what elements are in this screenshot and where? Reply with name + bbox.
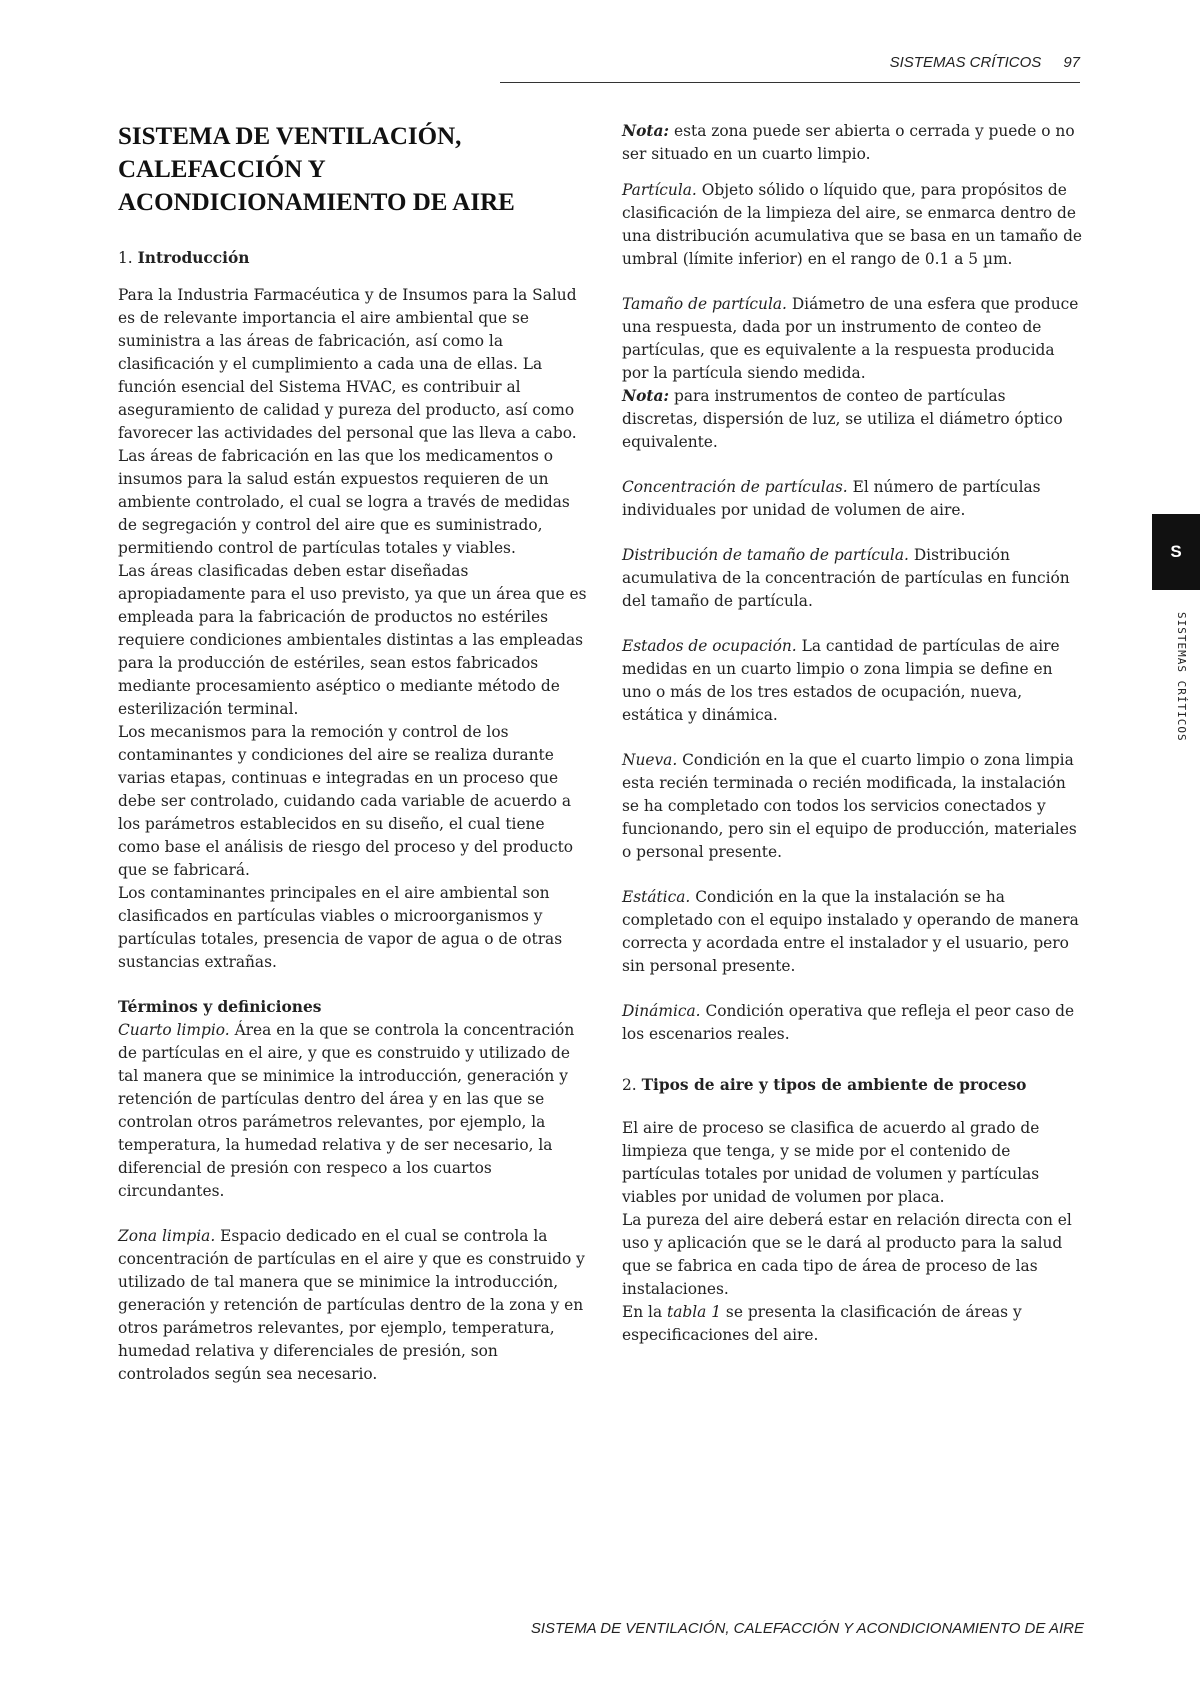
term: Cuarto limpio. bbox=[118, 1021, 230, 1039]
definition-estados-ocupacion bbox=[622, 635, 1084, 727]
section-side-label: SISTEMAS CRÍTICOS bbox=[1175, 612, 1188, 742]
paragraph: Las áreas de fabricación en las que los medicamentos o insumos para la salud están expuestos requieren de un ambiente controlado, el cual se logra a través de medidas de segregación y control del aire que es suministrado, permitiendo control de partículas totales y viables. bbox=[118, 447, 570, 557]
definition-tamano-particula bbox=[622, 293, 1084, 385]
definition-cuarto-limpio bbox=[118, 1019, 588, 1203]
paragraph: Los mecanismos para la remoción y control de los contaminantes y condiciones del aire se realiza durante varias etapas, continuas e integradas en un proceso que debe ser controlado, cuidando cada variable de acuerdo a los parámetros establecidos en su diseño, el cual tiene como base el análisis de riesgo del proceso y del producto que se fabricará. bbox=[118, 723, 574, 879]
term: Nueva. bbox=[622, 751, 678, 769]
text: se presenta la clasificación de áreas y especificaciones del aire. bbox=[622, 1303, 1022, 1344]
term: Tamaño de partícula. bbox=[622, 295, 787, 313]
paragraph bbox=[622, 1301, 1084, 1347]
section-title: Introducción bbox=[137, 249, 250, 267]
title-line-3: ACONDICIONAMIENTO DE AIRE bbox=[118, 189, 515, 216]
definition: Objeto sólido o líquido que, para propósitos de clasificación de la limpieza del aire, se enmarca dentro de una distribución acumulativa que se basa en un tamaño de umbral (límite inferior) en el rango de 0.1 a 5 µm. bbox=[622, 181, 1083, 268]
definition-estatica bbox=[622, 886, 1084, 978]
note-label: Nota: bbox=[622, 387, 670, 405]
header-section: SISTEMAS CRÍTICOS bbox=[889, 54, 1042, 71]
text: En la bbox=[622, 1303, 668, 1321]
page-number: 97 bbox=[1063, 54, 1080, 71]
section-heading-introduccion bbox=[118, 247, 588, 270]
section-number: 1. bbox=[118, 249, 133, 267]
term: Estados de ocupación. bbox=[622, 637, 797, 655]
title-line-2: CALEFACCIÓN Y bbox=[118, 156, 326, 183]
definition-distribucion bbox=[622, 544, 1084, 613]
page-title bbox=[118, 120, 588, 219]
definition-particula bbox=[622, 179, 1084, 271]
term: Dinámica. bbox=[622, 1002, 701, 1020]
definition: La cantidad de partículas de aire medidas en un cuarto limpio o zona limpia se define en uno o más de los tres estados de ocupación, nueva, estática y dinámica. bbox=[622, 637, 1060, 724]
note bbox=[622, 385, 1084, 454]
running-header bbox=[500, 54, 1080, 83]
section-number: 2. bbox=[622, 1076, 637, 1094]
definition-zona-limpia bbox=[118, 1225, 588, 1386]
table-reference: tabla 1 bbox=[667, 1303, 722, 1321]
definition-dinamica bbox=[622, 1000, 1084, 1046]
note-text: esta zona puede ser abierta o cerrada y puede o no ser situado en un cuarto limpio. bbox=[622, 122, 1075, 163]
definition-concentracion bbox=[622, 476, 1084, 522]
note-label: Nota: bbox=[622, 122, 670, 140]
definition-nueva bbox=[622, 749, 1084, 864]
term: Concentración de partículas. bbox=[622, 478, 848, 496]
terms-heading: Términos y definiciones bbox=[118, 998, 322, 1016]
definition: Diámetro de una esfera que produce una respuesta, dada por un instrumento de conteo de partículas, que es equivalente a la respuesta producida por la partícula siendo medida. bbox=[622, 295, 1079, 382]
definition: Condición operativa que refleja el peor caso de los escenarios reales. bbox=[622, 1002, 1075, 1043]
section-heading-tipos-aire bbox=[622, 1074, 1084, 1097]
definition: Distribución acumulativa de la concentración de partículas en función del tamaño de partícula. bbox=[622, 546, 1070, 610]
term: Estática. bbox=[622, 888, 691, 906]
section-tab-letter: S bbox=[1170, 542, 1182, 561]
note bbox=[622, 120, 1084, 166]
title-line-1: SISTEMA DE VENTILACIÓN, bbox=[118, 123, 462, 150]
paragraph: La pureza del aire deberá estar en relación directa con el uso y aplicación que se le dará al producto para la salud que se fabrica en cada tipo de área de proceso de las instalaciones. bbox=[622, 1211, 1072, 1298]
term: Zona limpia. bbox=[118, 1227, 216, 1245]
paragraph: Para la Industria Farmacéutica y de Insumos para la Salud es de relevante importancia el aire ambiental que se suministra a las áreas de fabricación, así como la clasificación y el cumplimiento a cada una de ellas. La función esencial del Sistema HVAC, es contribuir al aseguramiento de calidad y pureza del producto, así como favorecer las actividades del personal que las lleva a cabo. bbox=[118, 286, 577, 442]
section-title: Tipos de aire y tipos de ambiente de proceso bbox=[641, 1076, 1027, 1094]
section-tab bbox=[1152, 514, 1200, 590]
note-text: para instrumentos de conteo de partículas discretas, dispersión de luz, se utiliza el diámetro óptico equivalente. bbox=[622, 387, 1063, 451]
paragraph: Los contaminantes principales en el aire ambiental son clasificados en partículas viables o microorganismos y partículas totales, presencia de vapor de agua o de otras sustancias extrañas. bbox=[118, 884, 563, 971]
paragraph: El aire de proceso se clasifica de acuerdo al grado de limpieza que tenga, y se mide por el contenido de partículas totales por unidad de volumen y partículas viables por unidad de volumen por placa. bbox=[622, 1119, 1040, 1206]
definition: Condición en la que la instalación se ha completado con el equipo instalado y operando de manera correcta y acordada entre el instalador y el usuario, pero sin personal presente. bbox=[622, 888, 1079, 975]
definition: Espacio dedicado en el cual se controla la concentración de partículas en el aire y que es construido y utilizado de tal manera que se minimice la introducción, generación y retención de partículas dentro de la zona y en otros parámetros relevantes, por ejemplo, temperatura, humedad relativa y diferenciales de presión, son controlados según sea necesario. bbox=[118, 1227, 585, 1383]
definition: Condición en la que el cuarto limpio o zona limpia esta recién terminada o recién modificada, la instalación se ha completado con todos los servicios conectados y funcionando, pero sin el equipo de producción, materiales o personal presente. bbox=[622, 751, 1077, 861]
definition: Área en la que se controla la concentración de partículas en el aire, y que es construido y utilizado de tal manera que se minimice la introducción, generación y retención de partículas dentro del área y en las que se controlan otros parámetros relevantes, por ejemplo, la temperatura, la humedad relativa y de ser necesario, la diferencial de presión con respeco a los cuartos circundantes. bbox=[118, 1021, 575, 1200]
running-footer: SISTEMA DE VENTILACIÓN, CALEFACCIÓN Y ACONDICIONAMIENTO DE AIRE bbox=[530, 1620, 1084, 1637]
right-column bbox=[622, 120, 1084, 1347]
definition: El número de partículas individuales por unidad de volumen de aire. bbox=[622, 478, 1041, 519]
term: Distribución de tamaño de partícula. bbox=[622, 546, 909, 564]
left-column bbox=[118, 120, 588, 1386]
paragraph: Las áreas clasificadas deben estar diseñadas apropiadamente para el uso previsto, ya que un área que es empleada para la fabricación de productos no estériles requiere condiciones ambientales distintas a las empleadas para la producción de estériles, sean estos fabricados mediante procesamiento aséptico o mediante método de esterilización terminal. bbox=[118, 562, 587, 718]
term: Partícula. bbox=[622, 181, 697, 199]
